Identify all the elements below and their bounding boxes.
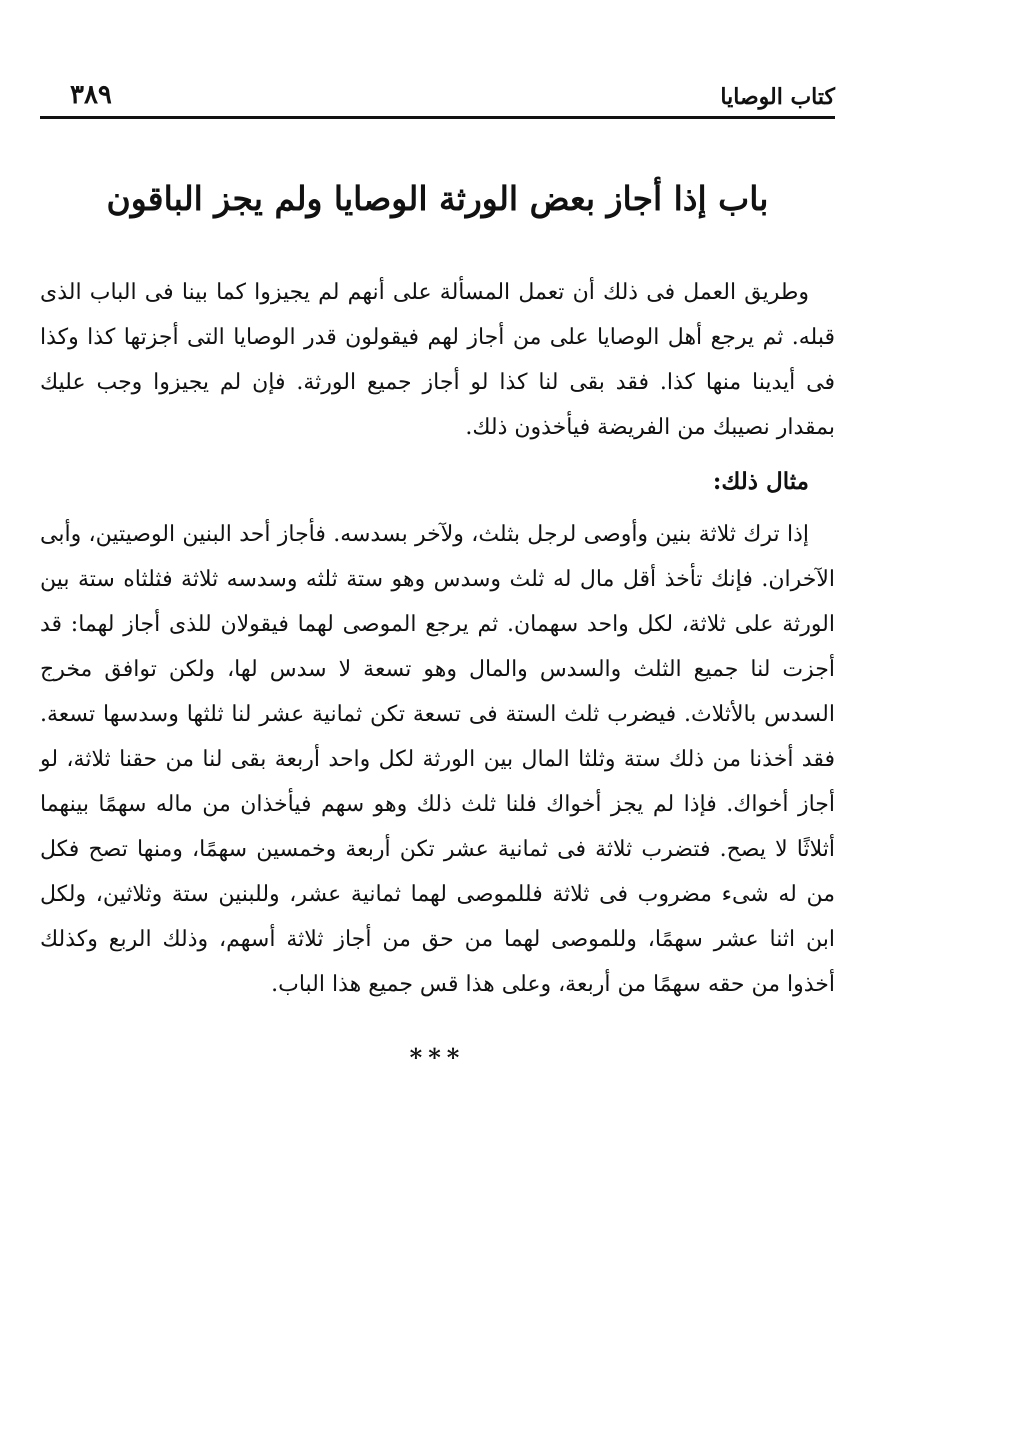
chapter-title: باب إذا أجاز بعض الورثة الوصايا ولم يجز الباقون xyxy=(106,179,769,218)
body-paragraph-2: إذا ترك ثلاثة بنين وأوصى لرجل بثلث، ولآخر بسدسه. فأجاز أحد البنين الوصيتين، وأبى الآخران. فإنك تأخذ أقل مال له ثلث وسدس وهو ستة ثلثه وسدسه ثلاثة فثلثاه ستة بين الورثة على ثلاثة، لكل واحد سهمان. ثم يرجع الموصى لهما فيقولان للذى أجاز لهما: قد أجزت لنا جميع الثلث والسدس والمال وهو تسعة لا سدس لها، ولكن توافق مخرج السدس بالأثلاث. فيضرب ثلث الستة فى تسعة تكن ثمانية عشر لنا ثلثها وسدسها تسعة. فقد أخذنا من ذلك ستة وثلثا المال بين الورثة لكل واحد أربعة بقى لنا من حقنا ثلاثة، لو أجاز أخواك. فإذا لم يجز أخواك فلنا ثلث ذلك وهو سهم فيأخذان من ماله سهمًا بينهما أثلاثًا لا يصح. فتضرب ثلاثة فى ثمانية عشر تكن أربعة وخمسين سهمًا، ومنها تصح فكل من له شىء مضروب فى ثلاثة فللموصى لهما ثمانية عشر، وللبنين ستة وثلاثين، ولكل ابن اثنا عشر سهمًا، وللموصى لهما من حق من أجاز ثلاثة أسهم، وذلك الربع وكذلك أخذوا من حقه سهمًا من أربعة، وعلى هذا قس جميع هذا الباب. xyxy=(40,522,836,997)
example-heading: مثال ذلك: xyxy=(712,468,809,495)
book-title: كتاب الوصايا xyxy=(720,84,835,110)
running-header xyxy=(40,60,835,119)
body-paragraph-1: وطريق العمل فى ذلك أن تعمل المسألة على أنهم لم يجيزوا كما بينا فى الباب الذى قبله. ثم يرجع أهل الوصايا على من أجاز لهم فيقولون قدر الوصايا التى أجزتها كذا وكذا فى أيدينا منها كذا. فقد بقى لنا كذا لو أجاز جميع الورثة. فإن لم يجيزوا وجب عليك بمقدار نصيبك من الفريضة فيأخذون ذلك. xyxy=(40,280,835,440)
section-end-ornament: *** xyxy=(409,1043,466,1072)
page-number: ٣٨٩ xyxy=(70,80,112,110)
book-page xyxy=(40,60,835,1072)
